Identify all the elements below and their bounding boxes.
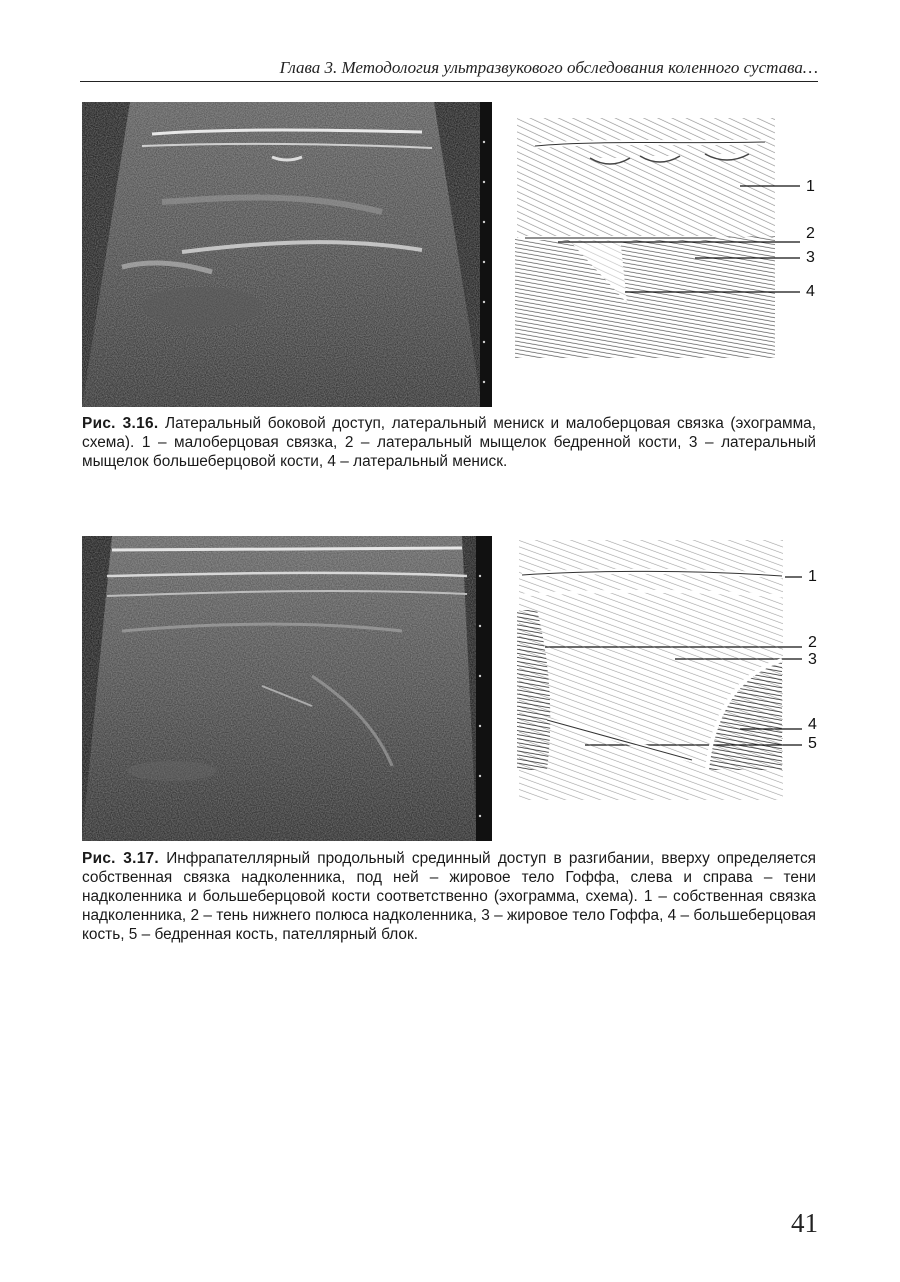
- figure-3-17-echogram: [82, 536, 492, 841]
- figure-3-17-callout-3: 3: [808, 651, 817, 668]
- figure-3-17-callout-4: 4: [808, 716, 817, 733]
- page-number: 41: [791, 1208, 818, 1238]
- figure-3-17-label: Рис. 3.17.: [82, 850, 159, 867]
- figure-3-16-callout-3: 3: [806, 249, 815, 266]
- figure-3-16-callout-2: 2: [806, 225, 815, 242]
- figure-3-16-callout-1: 1: [806, 178, 815, 195]
- figure-3-17-callout-2: 2: [808, 634, 817, 651]
- figure-3-17-callout-5: 5: [808, 735, 817, 752]
- figure-3-16-caption: [82, 414, 816, 471]
- figure-3-17-scheme: [517, 540, 785, 802]
- figure-3-16-callout-4: 4: [806, 283, 815, 300]
- figure-3-17-callout-1: 1: [808, 568, 817, 585]
- running-head: Глава 3. Методология ультразвукового обследования коленного сустава…: [279, 58, 818, 77]
- figure-3-17-caption: [82, 849, 816, 944]
- figure-3-16-caption-text: Латеральный боковой доступ, латеральный мениск и малоберцовая связка (эхограмма, схема). 1 – малоберцовая связка, 2 – латеральный мыщелок бедренной кости, 3 – латеральный мыщелок большеберцовой кости, 4 – латеральный мениск.: [82, 415, 817, 470]
- figure-3-17-caption-text: Инфрапателлярный продольный срединный доступ в разгибании, вверху определяется собственная связка надколенника, под ней – жировое тело Гоффа, слева и справа – тени надколенника и большеберцовой кости соответственно (эхограмма, схема). 1 – собственная связка надколенника, 2 – тень нижнего полюса надколенника, 3 – жировое тело Гоффа, 4 – большеберцовая кость, 5 – бедренная кость, пателлярный блок.: [82, 850, 816, 943]
- figure-3-16-label: Рис. 3.16.: [82, 415, 159, 432]
